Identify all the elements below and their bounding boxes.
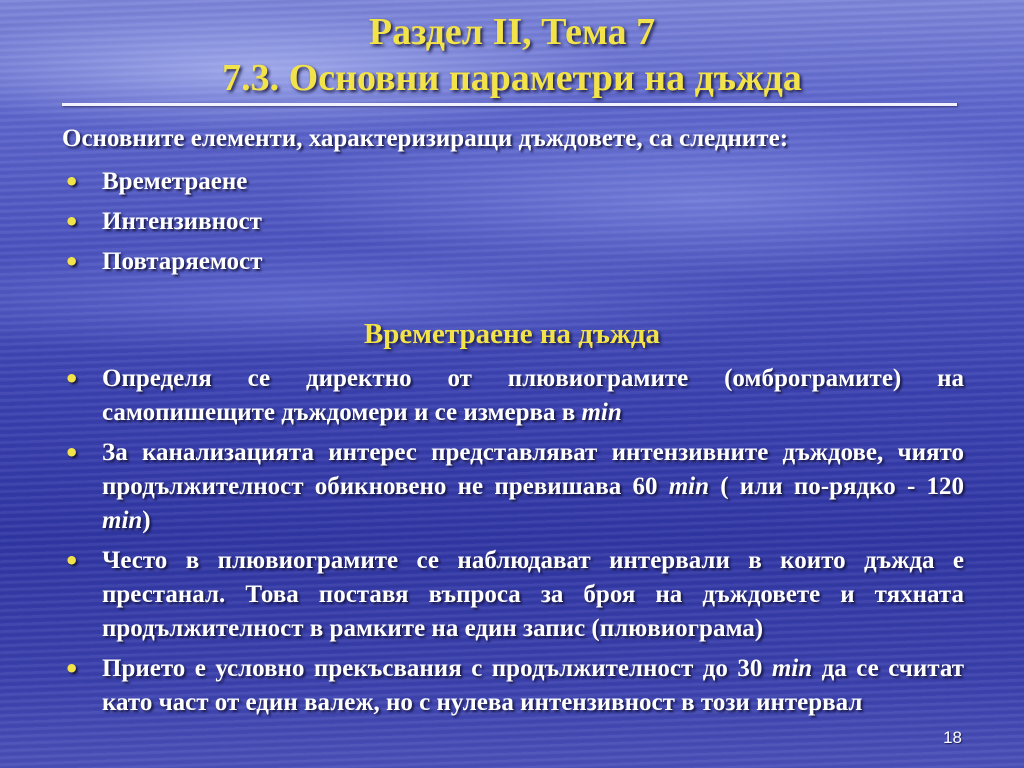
- list-item-label: Повтаряемост: [102, 248, 263, 275]
- bullet-dot-icon: •: [64, 365, 80, 393]
- intro-text: Основните елементи, характеризиращи дъждовете, са следните:: [62, 125, 789, 152]
- slide-title-topic: 7.3. Основни параметри на дъжда: [222, 57, 802, 99]
- point-text: Често в плювиограмите се наблюдават интервали в които дъжда е престанал. Това поставя въпроса за броя на дъждовете и тяхната продължителност в рамките на един запис (плювиограма): [102, 547, 964, 642]
- point-text: да се считат като част от един валеж, но с нулева интензивност в този интервал: [102, 655, 965, 716]
- list-item: [62, 652, 964, 720]
- point-text: Определя се директно от плювиограмите (омброграмите) на самопишещите дъждомери и се измерва в: [102, 365, 964, 426]
- list-item: [62, 165, 964, 205]
- bullet-dot-icon: •: [64, 168, 80, 196]
- unit-min: min: [668, 473, 709, 500]
- unit-min: min: [581, 399, 622, 426]
- bullet-dot-icon: •: [64, 439, 80, 467]
- list-item: [62, 436, 964, 538]
- list-item-label: Времетраене: [102, 168, 248, 195]
- list-item: [62, 544, 964, 646]
- list-item: [62, 205, 964, 245]
- bullet-dot-icon: •: [64, 547, 80, 575]
- point-text: За канализацията интерес представляват интензивните дъждове, чиято продължителност обикновено не превишава 60: [102, 439, 964, 500]
- point-text: ): [142, 507, 151, 534]
- point-text: ( или по-рядко - 120: [709, 473, 964, 500]
- title-divider: [62, 103, 957, 106]
- list-item: [62, 362, 964, 430]
- list-item-label: Интензивност: [102, 208, 262, 235]
- point-text: Прието е условно прекъсвания с продължителност до 30: [102, 655, 772, 682]
- bullet-dot-icon: •: [64, 655, 80, 683]
- unit-min: min: [771, 655, 813, 682]
- unit-min: min: [102, 507, 143, 534]
- slide-title-section: Раздел II, Тема 7: [368, 11, 656, 53]
- page-number: 18: [943, 728, 962, 747]
- bullet-dot-icon: •: [64, 208, 80, 236]
- bullet-dot-icon: •: [64, 248, 80, 276]
- duration-points-list: [62, 362, 964, 726]
- list-item: [62, 245, 964, 285]
- rain-elements-list: [62, 165, 964, 285]
- section-heading: Времетраене на дъжда: [363, 318, 661, 350]
